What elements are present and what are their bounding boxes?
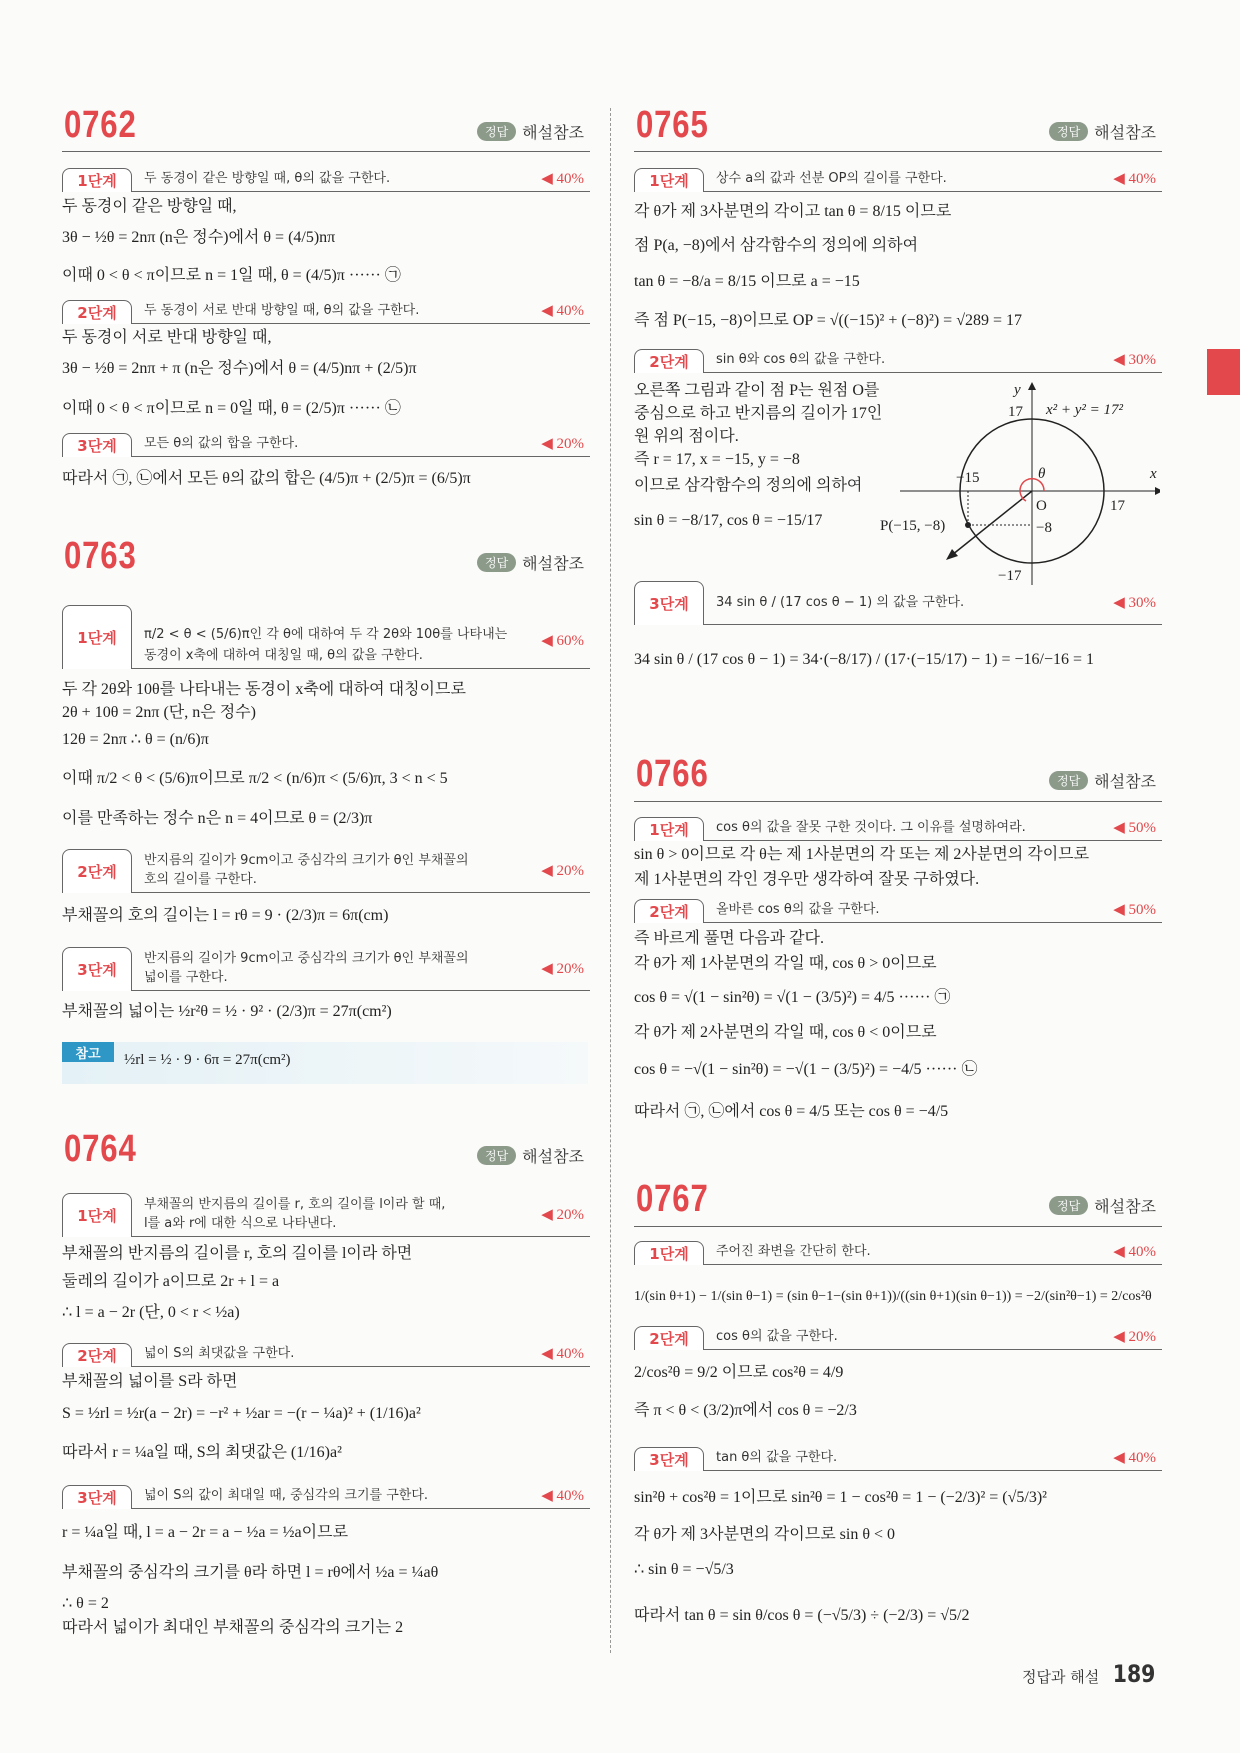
step-percent: ◀ 40% [1113,1450,1156,1466]
answer-badge: 정답 [1049,1196,1088,1215]
step-desc: 34 sin θ / (17 cos θ − 1) 의 값을 구한다. [716,595,965,610]
step-header [634,816,1162,841]
step-header [62,167,590,192]
solution-line: 부채꼴의 호의 길이는 l = rθ = 9 · (2/3)π = 6π(cm) [62,907,389,924]
step-percent: ◀ 40% [541,1346,584,1362]
step-desc: 두 동경이 같은 방향일 때, θ의 값을 구한다. [144,171,391,186]
step-percent: ◀ 50% [1113,820,1156,836]
answer-label [477,120,584,143]
step-label: 1단계 [634,168,704,192]
solution-line: 따라서 r = ¼a일 때, S의 최댓값은 (1/16)a² [62,1444,342,1461]
step-percent: ◀ 40% [541,1488,584,1504]
solution-line: 즉 π < θ < (3/2)π에서 cos θ = −2/3 [634,1402,857,1419]
step-label: 2단계 [634,1326,704,1350]
step-header [62,604,590,669]
step-desc: 올바른 cos θ의 값을 구한다. [716,902,880,917]
problem-number: 0767 [636,1178,709,1220]
step-header [62,299,590,324]
solution-line: 각 θ가 제 1사분면의 각일 때, cos θ > 0이므로 [634,955,937,972]
step-desc: 부채꼴의 반지름의 길이를 r, 호의 길이를 l이라 할 때, [144,1197,446,1212]
solution-line: ∴ l = a − 2r (단, 0 < r < ½a) [62,1304,240,1321]
unit-circle-figure [880,380,1160,590]
step-header [62,946,590,991]
step-label: 2단계 [634,899,704,923]
circle-equation: x² + y² = 17² [1046,402,1124,418]
solution-line: 점 P(a, −8)에서 삼각함수의 정의에 의하여 [634,237,919,254]
step-header [62,1484,590,1509]
page-number: 189 [1112,1660,1156,1688]
chapter-tab [1207,349,1240,395]
answer-badge: 정답 [1049,771,1088,790]
solution-line: 부채꼴의 중심각의 크기를 θ라 하면 l = rθ에서 ½a = ¼aθ [62,1564,439,1581]
step-desc: π/2 < θ < (5/6)π인 각 θ에 대하여 두 각 2θ와 10θ를 나타내는 [144,627,508,642]
step-header [62,848,590,893]
answer-text: 해설참조 [1094,772,1156,791]
solution-line: 이때 π/2 < θ < (5/6)π이므로 π/2 < (n/6)π < (5/6)π, 3 < n < 5 [62,770,448,787]
step-percent: ◀ 50% [1113,902,1156,918]
step-desc: tan θ의 값을 구한다. [716,1450,838,1465]
x-label: x [1150,466,1157,482]
step-label: 2단계 [62,300,132,324]
step-desc: 반지름의 길이가 9cm이고 중심각의 크기가 θ인 부채꼴의 [144,951,469,966]
step-percent: ◀ 20% [541,1207,584,1223]
solution-line: 이때 0 < θ < π이므로 n = 1일 때, θ = (4/5)π ······ ㉠ [62,267,401,284]
step-desc: 넓이 S의 값이 최대일 때, 중심각의 크기를 구한다. [144,1488,429,1503]
step-label: 3단계 [62,947,132,991]
answer-badge: 정답 [477,122,516,141]
step-percent: ◀ 40% [541,303,584,319]
step-desc-2: 넓이를 구한다. [144,970,228,985]
step-desc: 상수 a의 값과 선분 OP의 길이를 구한다. [716,171,947,186]
solution-line: 12θ = 2nπ ∴ θ = (n/6)π [62,731,209,748]
solution-line: 부채꼴의 넓이는 ½r²θ = ½ · 9² · (2/3)π = 27π(cm²) [62,1003,392,1020]
answer-badge: 정답 [477,553,516,572]
solution-line: sin²θ + cos²θ = 1이므로 sin²θ = 1 − cos²θ = 1 − (−2/3)² = (√5/3)² [634,1489,1047,1506]
note-text: ½rl = ½ · 9 · 6π = 27π(cm²) [124,1052,291,1068]
divider [634,801,1162,802]
solution-line: 각 θ가 제 3사분면의 각이므로 sin θ < 0 [634,1526,896,1543]
tick-bottom: −17 [998,568,1022,584]
step-label: 1단계 [62,1193,132,1237]
step-desc-2: 호의 길이를 구한다. [144,872,257,887]
divider [634,151,1162,152]
step-label: 1단계 [62,168,132,192]
solution-line: r = ¼a일 때, l = a − 2r = a − ½a = ½a이므로 [62,1524,349,1541]
step-desc-2: 동경이 x축에 대하여 대칭일 때, θ의 값을 구한다. [144,648,423,663]
column-divider [610,108,611,1653]
origin-label: O [1036,498,1047,514]
problem-number: 0765 [636,104,709,146]
tick-top: 17 [1008,404,1023,420]
solution-line: 즉 바르게 풀면 다음과 같다. [634,930,825,947]
solution-line: S = ½rl = ½r(a − 2r) = −r² + ½ar = −(r − ¼a)² + (1/16)a² [62,1405,421,1422]
step-header [634,580,1162,625]
solution-line: 제 1사분면의 각인 경우만 생각하여 잘못 구하였다. [634,871,980,888]
step-label: 2단계 [62,1343,132,1367]
solution-line: 두 각 2θ와 10θ를 나타내는 동경이 x축에 대하여 대칭이므로 [62,681,466,698]
solution-line: 즉 r = 17, x = −15, y = −8 [634,451,800,468]
solution-line: 원 위의 점이다. [634,428,739,445]
solution-line: 2/cos²θ = 9/2 이므로 cos²θ = 4/9 [634,1364,844,1381]
solution-line: 둘레의 길이가 a이므로 2r + l = a [62,1273,280,1290]
problem-number: 0766 [636,753,709,795]
step-header [62,1342,590,1367]
answer-badge: 정답 [477,1146,516,1165]
step-desc: 반지름의 길이가 9cm이고 중심각의 크기가 θ인 부채꼴의 [144,853,469,868]
step-header [634,1325,1162,1350]
solution-line: ∴ θ = 2 [62,1595,109,1612]
ray-arrow-icon [946,549,958,560]
y-axis-arrow-icon [1028,382,1036,390]
step-percent: ◀ 60% [541,633,584,649]
solution-line: 각 θ가 제 2사분면의 각일 때, cos θ < 0이므로 [634,1024,937,1041]
left-column [62,0,590,1753]
page-footer [1022,1660,1159,1688]
step-desc: 모든 θ의 값의 합을 구한다. [144,436,299,451]
step-desc: 두 동경이 서로 반대 방향일 때, θ의 값을 구한다. [144,303,420,318]
step-desc: sin θ와 cos θ의 값을 구한다. [716,352,886,367]
answer-label [477,551,584,574]
y-label: y [1014,382,1021,398]
problem-number: 0764 [64,1128,137,1170]
solution-line: cos θ = −√(1 − sin²θ) = −√(1 − (3/5)²) = −4/5 ······ ㉡ [634,1061,978,1078]
step-percent: ◀ 20% [541,863,584,879]
step-label: 3단계 [62,1485,132,1509]
step-percent: ◀ 20% [541,436,584,452]
step-header [62,1192,590,1237]
step-header [634,167,1162,192]
solution-line: tan θ = −8/a = 8/15 이므로 a = −15 [634,273,860,290]
solution-line: sin θ = −8/17, cos θ = −15/17 [634,512,823,529]
step-header [62,432,590,457]
step-percent: ◀ 40% [541,171,584,187]
angle-label: θ [1038,466,1046,482]
step-desc: cos θ의 값을 잘못 구한 것이다. 그 이유를 설명하여라. [716,820,1026,835]
step-label: 1단계 [62,605,132,669]
step-percent: ◀ 30% [1113,352,1156,368]
solution-line: 3θ − ½θ = 2nπ (n은 정수)에서 θ = (4/5)nπ [62,229,336,246]
solution-line: 따라서 ㉠, ㉡에서 모든 θ의 값의 합은 (4/5)π + (2/5)π = (6/5)π [62,470,471,487]
solution-line: 이므로 삼각함수의 정의에 의하여 [634,477,863,494]
tick-left: −15 [956,470,980,486]
answer-label [1049,769,1156,792]
answer-text: 해설참조 [1094,123,1156,142]
solution-line: 이때 0 < θ < π이므로 n = 0일 때, θ = (2/5)π ······ ㉡ [62,400,401,417]
point-label: P(−15, −8) [880,518,946,534]
answer-label [477,1144,584,1167]
solution-line: 34 sin θ / (17 cos θ − 1) = 34·(−8/17) / (17·(−15/17) − 1) = −16/−16 = 1 [634,651,1095,668]
solution-line: 따라서 ㉠, ㉡에서 cos θ = 4/5 또는 cos θ = −4/5 [634,1103,949,1120]
solution-line: 따라서 넓이가 최대인 부채꼴의 중심각의 크기는 2 [62,1619,404,1636]
step-header [634,1240,1162,1265]
answer-text: 해설참조 [522,1147,584,1166]
step-label: 2단계 [634,349,704,373]
answer-text: 해설참조 [1094,1197,1156,1216]
solution-line: cos θ = √(1 − sin²θ) = √(1 − (3/5)²) = 4/5 ······ ㉠ [634,989,951,1006]
solution-line: 따라서 tan θ = sin θ/cos θ = (−√5/3) ÷ (−2/3) = √5/2 [634,1607,970,1624]
step-desc: cos θ의 값을 구한다. [716,1329,838,1344]
divider [634,1226,1162,1227]
problem-number: 0763 [64,535,137,577]
answer-text: 해설참조 [522,554,584,573]
solution-line: ∴ sin θ = −√5/3 [634,1561,734,1578]
step-label: 1단계 [634,817,704,841]
right-column [634,0,1162,1753]
step-desc: 넓이 S의 최댓값을 구한다. [144,1346,295,1361]
solution-line: 1/(sin θ+1) − 1/(sin θ−1) = (sin θ−1−(sin θ+1))/((sin θ+1)(sin θ−1)) = −2/(sin²θ−1) = 2/cos²θ [634,1289,1152,1304]
step-percent: ◀ 20% [541,961,584,977]
footer-title: 정답과 해설 [1022,1668,1100,1686]
step-label: 2단계 [62,849,132,893]
solution-line: 2θ + 10θ = 2nπ (단, n은 정수) [62,704,256,721]
step-percent: ◀ 30% [1113,595,1156,611]
step-label: 3단계 [62,433,132,457]
ray-op [952,491,1032,555]
step-header [634,1446,1162,1471]
answer-label [1049,1194,1156,1217]
solution-line: 중심으로 하고 반지름의 길이가 17인 [634,405,883,422]
step-header [634,898,1162,923]
step-desc: 주어진 좌변을 간단히 한다. [716,1244,871,1259]
note-tag: 참고 [62,1042,114,1062]
step-label: 1단계 [634,1241,704,1265]
solution-line: sin θ > 0이므로 각 θ는 제 1사분면의 각 또는 제 2사분면의 각이므로 [634,846,1090,863]
problem-number: 0762 [64,104,137,146]
step-percent: ◀ 40% [1113,171,1156,187]
step-label: 3단계 [634,1447,704,1471]
answer-label [1049,120,1156,143]
solution-line: 두 동경이 같은 방향일 때, [62,198,237,215]
solution-line: 즉 점 P(−15, −8)이므로 OP = √((−15)² + (−8)²) = √289 = 17 [634,312,1023,329]
solution-line: 오른쪽 그림과 같이 점 P는 원점 O를 [634,382,880,399]
solution-line: 두 동경이 서로 반대 방향일 때, [62,329,272,346]
solution-line: 3θ − ½θ = 2nπ + π (n은 정수)에서 θ = (4/5)nπ + (2/5)π [62,360,417,377]
divider [62,151,590,152]
solution-line: 이를 만족하는 정수 n은 n = 4이므로 θ = (2/3)π [62,810,373,827]
solution-line: 부채꼴의 반지름의 길이를 r, 호의 길이를 l이라 하면 [62,1245,413,1262]
step-header [634,348,1162,373]
reference-note [62,1042,588,1084]
step-percent: ◀ 40% [1113,1244,1156,1260]
answer-badge: 정답 [1049,122,1088,141]
solution-line: 각 θ가 제 3사분면의 각이고 tan θ = 8/15 이므로 [634,203,952,220]
step-desc-2: l를 a와 r에 대한 식으로 나타낸다. [144,1216,337,1231]
x-axis-arrow-icon [1155,487,1160,495]
tick-neg8: −8 [1036,520,1052,536]
solution-line: 부채꼴의 넓이를 S라 하면 [62,1373,238,1390]
tick-right: 17 [1110,498,1125,514]
step-percent: ◀ 20% [1113,1329,1156,1345]
step-label: 3단계 [634,581,704,625]
answer-text: 해설참조 [522,123,584,142]
